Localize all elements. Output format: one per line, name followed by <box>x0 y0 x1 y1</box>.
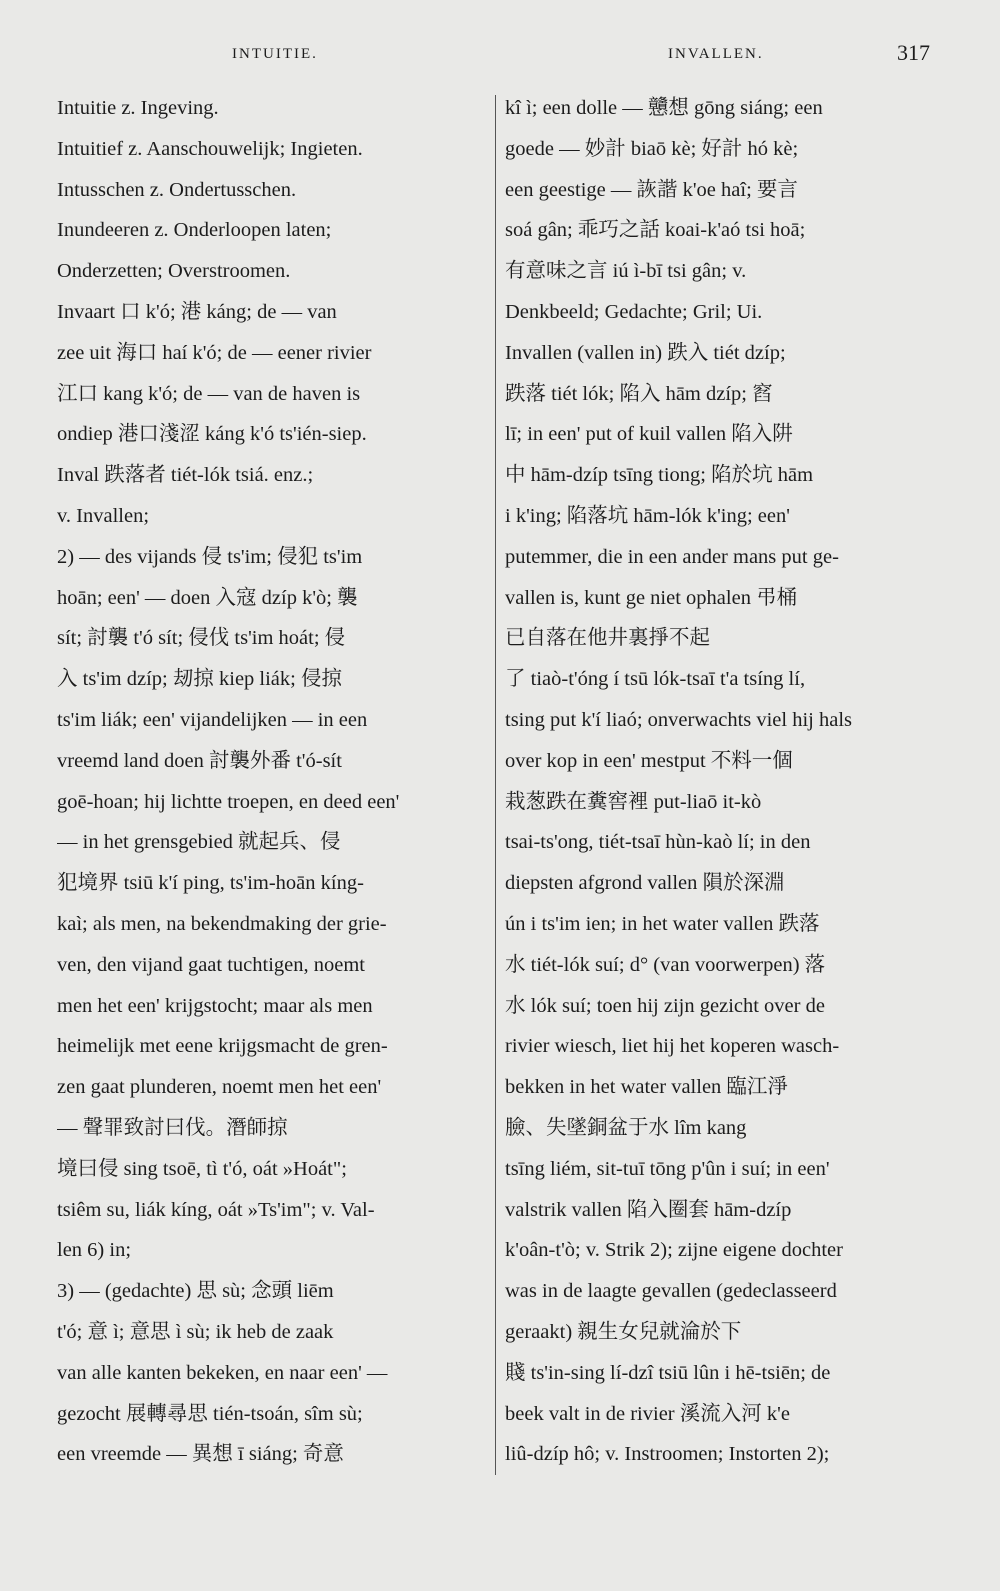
text-line: hoān; een' — doen 入寇 dzíp k'ò; 襲 <box>57 586 358 609</box>
text-line: Onderzetten; Overstroomen. <box>57 260 291 283</box>
text-line: sít; 討襲 t'ó sít; 侵伐 ts'im hoát; 侵 <box>57 627 346 650</box>
text-line: len 6) in; <box>57 1239 132 1262</box>
text-line: tsīng liém, sit-tuī tōng p'ûn i suí; in een' <box>505 1157 830 1180</box>
right-column <box>505 88 937 1475</box>
text-line: k'oân-t'ò; v. Strik 2); zijne eigene dochter <box>505 1239 843 1262</box>
text-line: ondiep 港口淺涩 káng k'ó ts'ién-siep. <box>57 423 367 446</box>
text-line: men het een' krijgstocht; maar als men <box>57 994 373 1017</box>
text-line: gezocht 展轉尋思 tién-tsoán, sîm sù; <box>57 1402 363 1425</box>
text-line: beek valt in de rivier 溪流入河 k'e <box>505 1402 790 1425</box>
running-head-left: INTUITIE. <box>232 46 318 62</box>
text-line: een vreemde — 異想 ī siáng; 奇意 <box>57 1443 344 1466</box>
text-line: 水 lók suí; toen hij zijn gezicht over de <box>505 994 825 1017</box>
text-line: 臉、失墜銅盆于水 lîm kang <box>505 1116 747 1139</box>
page-number: 317 <box>897 40 930 65</box>
text-line: kî ì; een dolle — 戇想 gōng siáng; een <box>505 97 823 119</box>
text-line: 栽葱跌在糞窖裡 put-liaō it-kò <box>505 790 762 813</box>
text-line: 中 hām-dzíp tsīng tiong; 陷於坑 hām <box>505 464 814 487</box>
text-line: kaì; als men, na bekendmaking der grie- <box>57 912 387 935</box>
text-line: — in het grensgebied 就起兵、侵 <box>57 831 341 854</box>
text-line: 賤 ts'in-sing lí-dzî tsiū lûn i hē-tsiēn; de <box>505 1361 831 1384</box>
text-line: een geestige — 詼諧 k'oe haî; 要言 <box>505 178 798 201</box>
text-line: 犯境界 tsiū k'í ping, ts'im-hoān kíng- <box>57 872 364 895</box>
text-line: geraakt) 親生女兒就淪於下 <box>505 1320 742 1343</box>
text-line: goē-hoan; hij lichtte troepen, en deed een' <box>57 790 400 813</box>
text-line: Intusschen z. Ondertusschen. <box>57 178 297 201</box>
text-line: van alle kanten bekeken, en naar een' — <box>57 1361 388 1384</box>
text-line: 已自落在他井裏掙不起 <box>505 627 710 650</box>
text-line: ts'im liák; een' vijandelijken — in een <box>57 708 368 731</box>
left-column <box>57 88 489 1475</box>
text-line: 水 tiét-lók suí; d° (van voorwerpen) 落 <box>505 953 826 976</box>
text-line: vallen is, kunt ge niet ophalen 弔桶 <box>505 586 798 609</box>
text-line: was in de laagte gevallen (gedeclasseerd <box>505 1280 837 1303</box>
text-line: Denkbeeld; Gedachte; Gril; Ui. <box>505 300 763 323</box>
text-line: bekken in het water vallen 臨江淨 <box>505 1076 788 1099</box>
text-line: — 聲罪致討曰伐。潛師掠 <box>57 1116 288 1139</box>
text-line: ven, den vijand gaat tuchtigen, noemt <box>57 953 365 976</box>
text-line: zee uit 海口 haí k'ó; de — eener rivier <box>57 341 372 364</box>
text-line: tsai-ts'ong, tiét-tsaī hùn-kaò lí; in den <box>505 831 811 854</box>
text-line: Invaart 口 k'ó; 港 káng; de — van <box>57 300 337 323</box>
column-divider <box>495 95 496 1475</box>
text-line: tsiêm su, liák kíng, oát »Ts'im"; v. Val- <box>57 1198 375 1221</box>
text-line: tsing put k'í liaó; onverwachts viel hij hals <box>505 708 853 731</box>
text-line: liû-dzíp hô; v. Instroomen; Instorten 2); <box>505 1443 830 1466</box>
text-line: zen gaat plunderen, noemt men het een' <box>57 1076 382 1099</box>
text-line: ún i ts'im ien; in het water vallen 跌落 <box>505 912 820 935</box>
text-line: 入 ts'im dzíp; 刼掠 kiep liák; 侵掠 <box>57 668 342 691</box>
text-line: Intuitief z. Aanschouwelijk; Ingieten. <box>57 137 363 160</box>
text-line: putemmer, die in een ander mans put ge- <box>505 545 839 568</box>
running-head-right: INVALLEN. <box>668 46 764 62</box>
text-line: Inval 跌落者 tiét-lók tsiá. enz.; <box>57 464 314 487</box>
text-line: 3) — (gedachte) 思 sù; 念頭 liēm <box>57 1280 334 1303</box>
text-line: Invallen (vallen in) 跌入 tiét dzíp; <box>505 341 786 364</box>
text-line: rivier wiesch, liet hij het koperen wasch- <box>505 1035 840 1058</box>
text-line: over kop in een' mestput 不料一個 <box>505 749 793 772</box>
text-line: 跌落 tiét lók; 陷入 hām dzíp; 窞 <box>505 382 773 405</box>
text-line: diepsten afgrond vallen 隕於深淵 <box>505 872 785 895</box>
text-line: vreemd land doen 討襲外番 t'ó-sít <box>57 749 342 772</box>
text-line: v. Invallen; <box>57 504 150 527</box>
text-line: goede — 妙計 biaō kè; 好計 hó kè; <box>505 137 799 160</box>
text-line: Inundeeren z. Onderloopen laten; <box>57 219 332 242</box>
text-line: t'ó; 意 ì; 意思 ì sù; ik heb de zaak <box>57 1320 334 1343</box>
text-line: heimelijk met eene krijgsmacht de gren- <box>57 1035 388 1058</box>
text-line: 了 tiaò-t'óng í tsū lók-tsaī t'a tsíng lí, <box>505 668 806 691</box>
text-line: Intuitie z. Ingeving. <box>57 97 219 119</box>
text-line: 江口 kang k'ó; de — van de haven is <box>57 382 361 405</box>
text-line: 境曰侵 sing tsoē, tì t'ó, oát »Hoát"; <box>57 1157 347 1180</box>
text-line: valstrik vallen 陷入圈套 hām-dzíp <box>505 1198 792 1221</box>
text-line: lī; in een' put of kuil vallen 陷入阱 <box>505 423 793 446</box>
text-line: 有意味之言 iú ì-bī tsi gân; v. <box>505 260 747 283</box>
text-line: soá gân; 乖巧之話 koai-k'aó tsi hoā; <box>505 219 806 242</box>
text-line: i k'ing; 陷落坑 hām-lók k'ing; een' <box>505 504 790 527</box>
text-line: 2) — des vijands 侵 ts'im; 侵犯 ts'im <box>57 545 363 568</box>
